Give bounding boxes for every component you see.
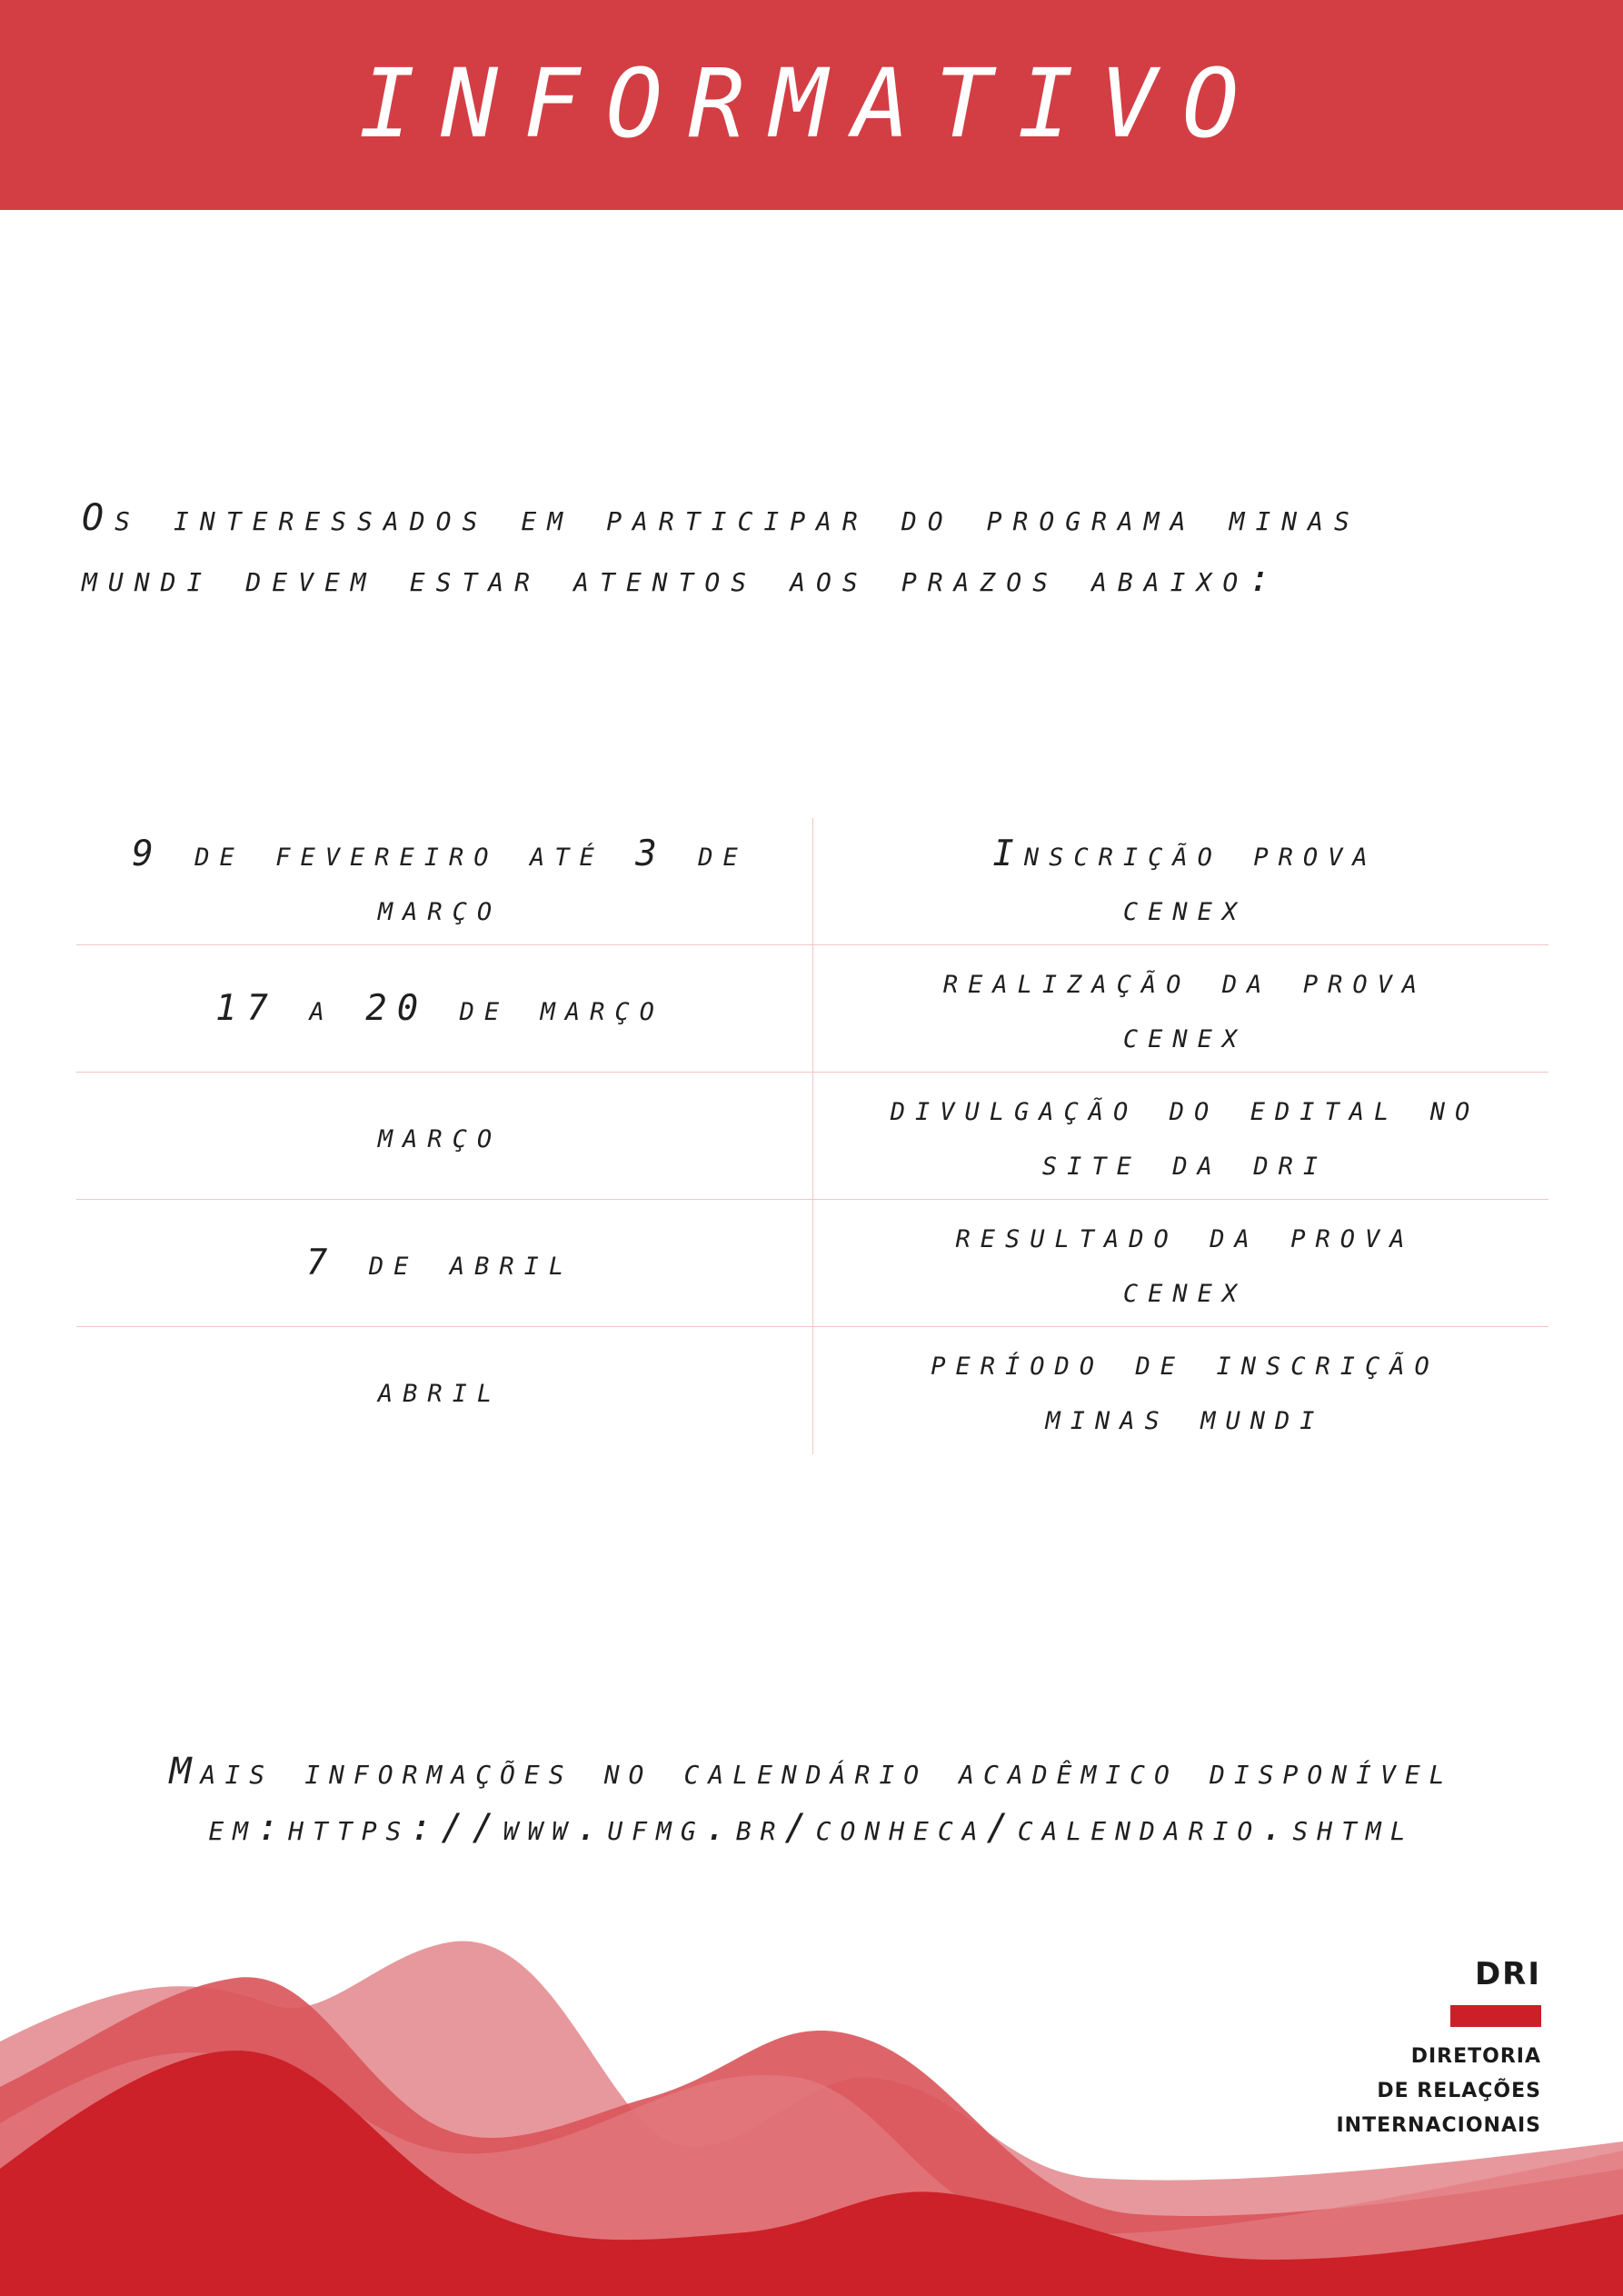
- logo-red-bar: [1450, 2005, 1541, 2027]
- dri-logo: [1309, 1952, 1541, 2143]
- schedule-row: [76, 1200, 1548, 1327]
- schedule-event: [831, 945, 1539, 1073]
- event-line: minas mundi: [1045, 1397, 1325, 1438]
- date-line: março: [377, 1115, 503, 1156]
- schedule-event: [831, 1327, 1539, 1454]
- schedule-date: [85, 1073, 794, 1200]
- event-line: cenex: [1122, 888, 1248, 929]
- event-line: resultado da prova: [955, 1215, 1415, 1256]
- date-line: abril: [377, 1370, 503, 1411]
- header-banner: [0, 0, 1623, 210]
- event-line: site da dri: [1041, 1143, 1329, 1183]
- schedule-date: [85, 818, 794, 945]
- logo-line-1: DIRETORIA: [1410, 2045, 1541, 2068]
- more-info-text: [55, 1743, 1568, 1856]
- date-line: 7 de abril: [305, 1243, 574, 1283]
- logo-line-2: DE RELAÇÕES: [1377, 2080, 1541, 2102]
- more-info-line-1: Mais informações no calendário acadêmico disponível: [169, 1751, 1454, 1792]
- event-line: cenex: [1122, 1015, 1248, 1056]
- event-line: cenex: [1122, 1270, 1248, 1311]
- schedule-row: [76, 1327, 1548, 1454]
- schedule-row: [76, 1073, 1548, 1200]
- event-line: realização da prova: [942, 961, 1428, 1002]
- page-title: INFORMATIVO: [358, 48, 1265, 159]
- logo-text: [1309, 2040, 1541, 2143]
- schedule-row: [76, 818, 1548, 945]
- schedule-date: [85, 945, 794, 1073]
- schedule-event: [831, 818, 1539, 945]
- event-line: Inscrição prova: [992, 834, 1378, 874]
- schedule-table: [76, 818, 1548, 1454]
- schedule-date: [85, 1200, 794, 1327]
- intro-line-2: mundi devem estar atentos aos prazos abaixo:: [82, 558, 1282, 600]
- schedule-event: [831, 1200, 1539, 1327]
- date-line: 17 a 20 de março: [215, 988, 664, 1029]
- schedule-event: [831, 1073, 1539, 1200]
- logo-acronym: DRI: [1474, 1956, 1541, 1992]
- date-line: 9 de fevereiro até 3 de: [132, 834, 748, 874]
- intro-line-1: Os interessados em participar do programa minas: [82, 497, 1360, 539]
- calendar-url: em:https://www.ufmg.br/conheca/calendario.shtml: [208, 1807, 1415, 1849]
- event-line: divulgação do edital no: [890, 1088, 1480, 1129]
- event-line: período de inscrição: [931, 1343, 1439, 1383]
- schedule-row: [76, 945, 1548, 1073]
- logo-line-3: INTERNACIONAIS: [1336, 2114, 1541, 2137]
- schedule-date: [85, 1327, 794, 1454]
- intro-text: [82, 488, 1554, 610]
- date-line: março: [377, 888, 503, 929]
